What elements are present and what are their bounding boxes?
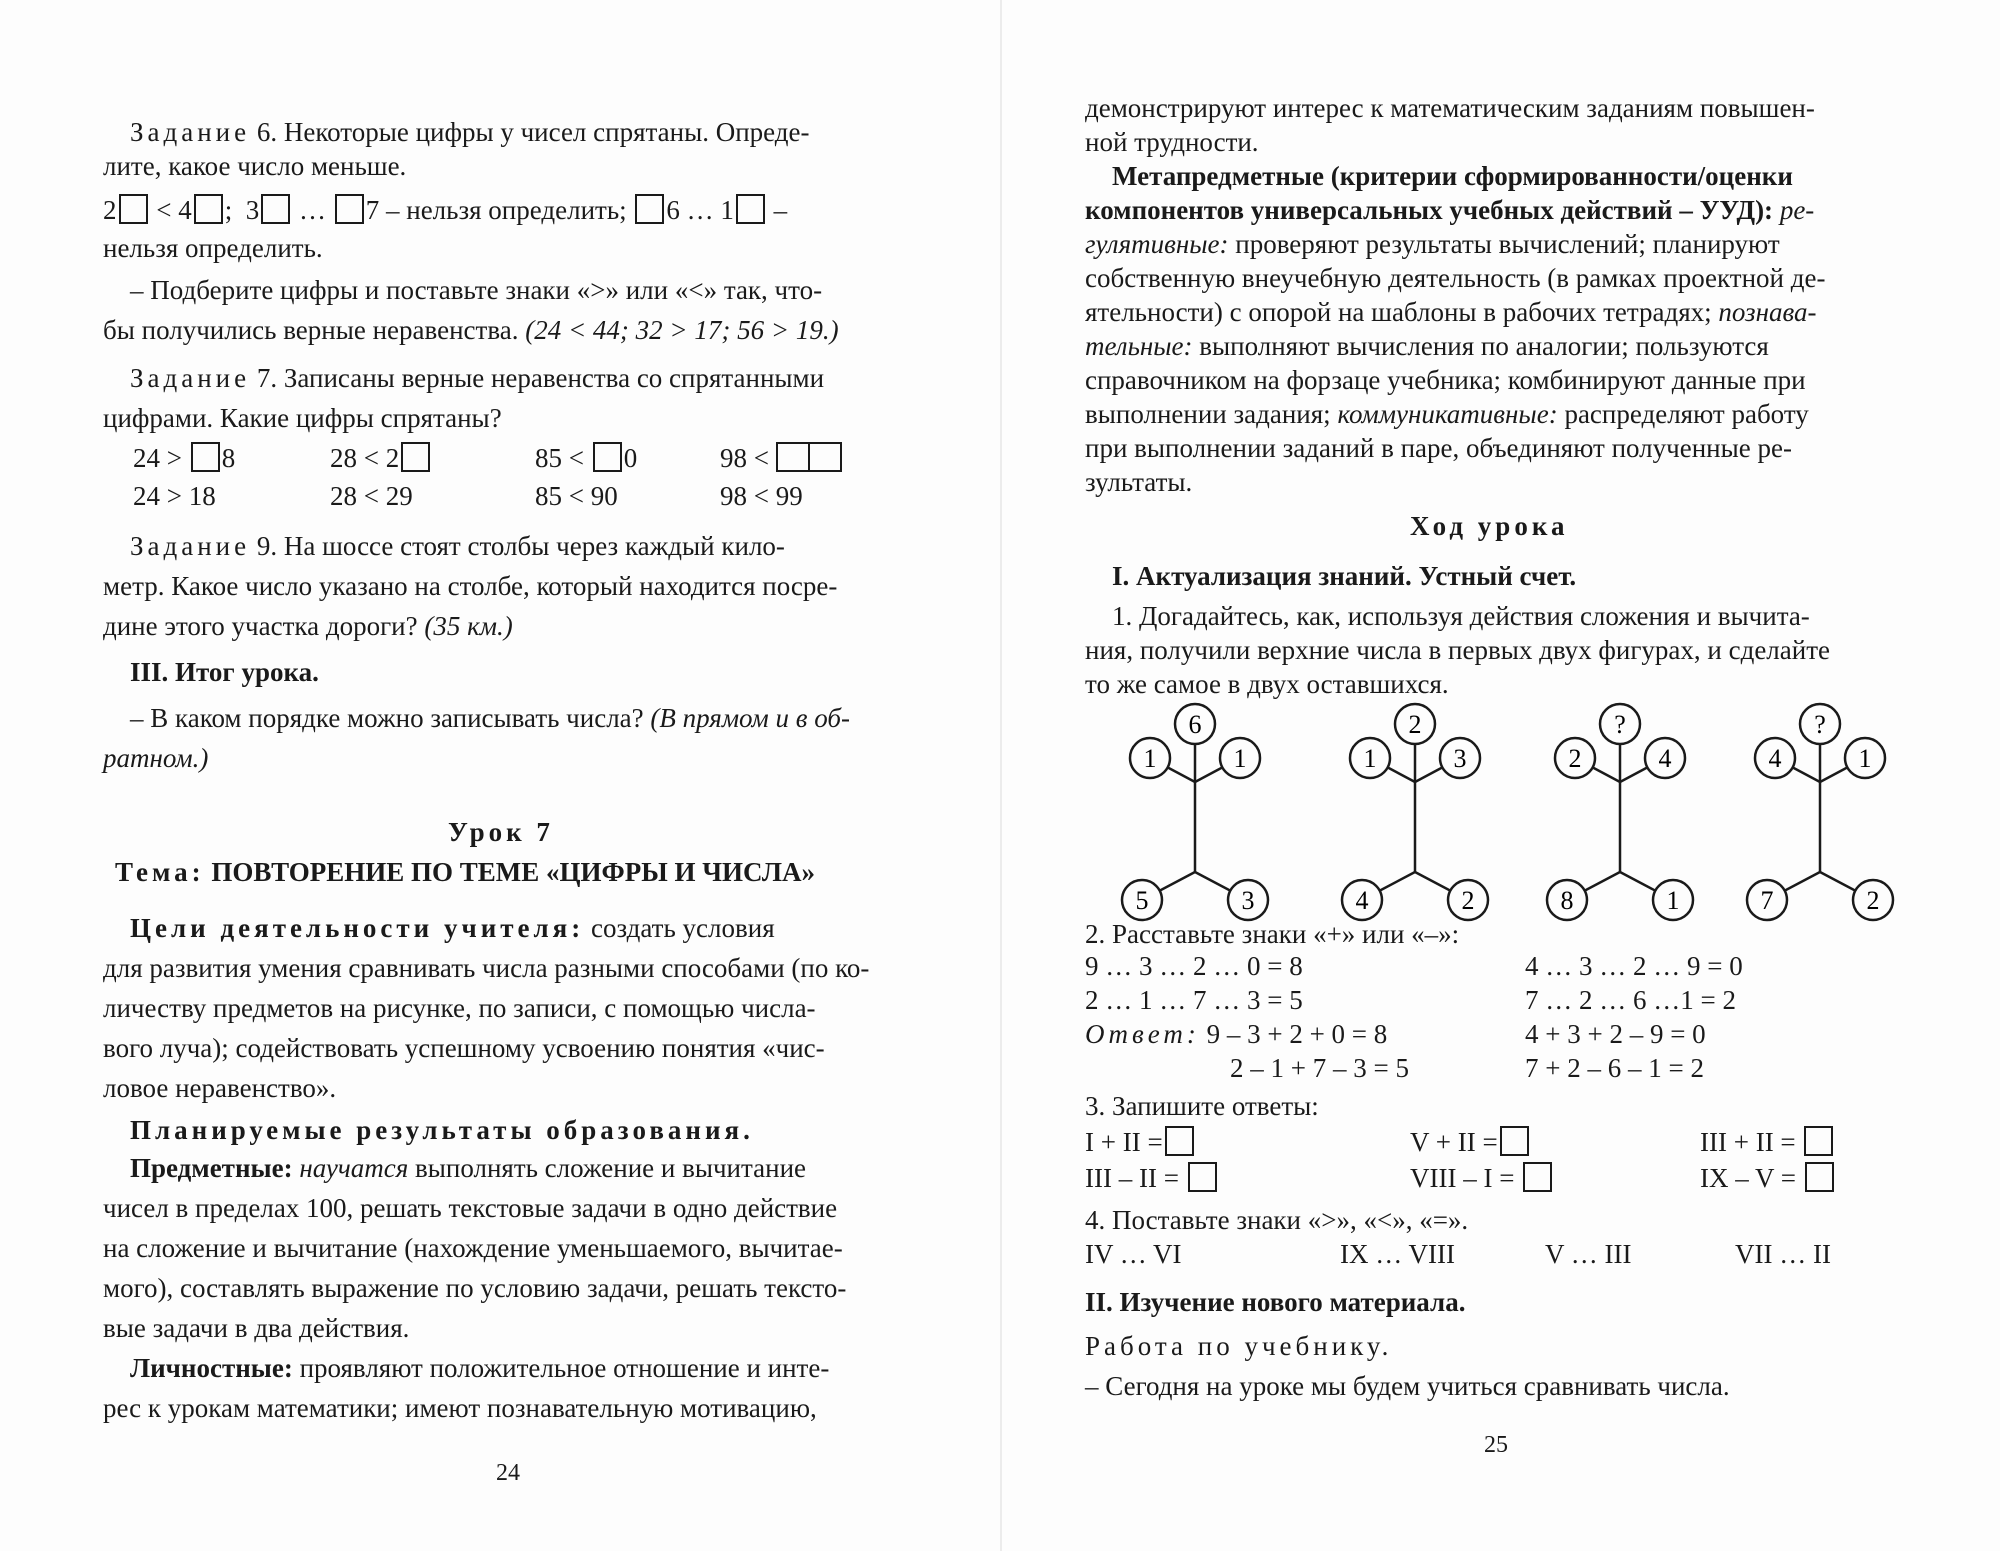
task3-item1: I + II = [1085,1126,1196,1158]
svg-text:4: 4 [1768,744,1782,773]
task4-item1: IV … VI [1085,1239,1182,1269]
svg-text:1: 1 [1363,744,1377,773]
svg-text:6: 6 [1188,710,1202,739]
task9-line1: Задание 9. На шоссе стоят столбы через каждый кило- [130,531,785,561]
answer-right-2: 7 + 2 – 6 – 1 = 2 [1525,1053,1704,1083]
figure-2 [1330,700,1500,930]
svg-text:5: 5 [1135,886,1149,915]
svg-text:8: 8 [1560,886,1574,915]
meta-line8: выполнении задания; коммуникативные: распределяют работу [1085,399,1809,429]
meta-line4: собственную внеучебную деятельность (в рамках проектной де- [1085,263,1826,293]
task9-line2: метр. Какое число указано на столбе, который находится посре- [103,571,838,601]
svg-text:?: ? [1614,710,1626,739]
task6-equations: 2 < 4 ; 3 … 7 – нельзя определить; 6 … 1 – [103,195,788,225]
svg-text:3: 3 [1453,744,1467,773]
task6-question-line2: бы получились верные неравенства. (24 < 44; 32 > 17; 56 > 19.) [103,315,839,345]
figure-3 [1535,700,1705,930]
summary-heading: III. Итог урока. [130,657,319,687]
task1-line2: ния, получили верхние числа в первых двух фигурах, и сделайте [1085,635,1830,665]
task6-line1: Задание 6. Некоторые цифры у чисел спрятаны. Опреде- [130,117,810,147]
task7-row1-item4: 98 < [720,442,842,474]
svg-text:7: 7 [1760,886,1774,915]
task2-left-1: 9 … 3 … 2 … 0 = 8 [1085,951,1303,981]
goals-line3: личеству предметов на рисунке, по записи, с помощью числа- [103,993,816,1023]
right-page [1000,0,2000,1551]
personal-line2: рес к урокам математики; имеют познавательную мотивацию, [103,1393,817,1423]
subject-line2: чисел в пределах 100, решать текстовые задачи в одно действие [103,1193,838,1223]
task1-line1: 1. Догадайтесь, как, используя действия сложения и вычита- [1112,601,1810,631]
task2-intro: 2. Расставьте знаки «+» или «–»: [1085,919,1460,949]
lesson-title: Урок 7 [448,817,554,847]
task3-item3: III + II = [1700,1126,1835,1158]
section2-heading: II. Изучение нового материала. [1085,1287,1466,1317]
svg-text:2: 2 [1866,886,1880,915]
summary-answer-cont: ратном.) [103,743,209,773]
meta-heading-line2: компонентов универсальных учебных действий – УУД): ре- [1085,195,1815,225]
task4-item4: VII … II [1735,1239,1831,1269]
task7-row1-item1: 24 > 8 [133,443,236,473]
task4-item2: IX … VIII [1340,1239,1455,1269]
svg-text:4: 4 [1355,886,1369,915]
task7-row2-item2: 28 < 29 [330,481,413,511]
task7-row1-item3: 85 < 0 [535,443,638,473]
task6-line4: нельзя определить. [103,233,323,263]
work-label: Работа по учебнику. [1085,1331,1393,1361]
svg-text:3: 3 [1241,886,1255,915]
section1-heading: I. Актуализация знаний. Устный счет. [1112,561,1577,591]
task4-item3: V … III [1545,1239,1632,1269]
svg-text:1: 1 [1666,886,1680,915]
task7-row2-item1: 24 > 18 [133,481,216,511]
svg-text:1: 1 [1143,744,1157,773]
page-number-left: 24 [496,1460,520,1486]
figure-1 [1110,700,1280,930]
task7-line2: цифрами. Какие цифры спрятаны? [103,403,502,433]
cont-line1: демонстрируют интерес к математическим заданиям повышен- [1085,93,1815,123]
meta-line5: ятельности) с опорой на шаблоны в рабочих тетрадях; познава- [1085,297,1817,327]
meta-line7: справочником на форзаце учебника; комбинируют данные при [1085,365,1806,395]
task3-item2: V + II = [1410,1126,1531,1158]
subject-line1: Предметные: научатся выполнять сложение и вычитание [130,1153,806,1183]
task3-item6: IX – V = [1700,1162,1836,1194]
answer-line2: 2 – 1 + 7 – 3 = 5 [1230,1053,1409,1083]
task7-row2-item3: 85 < 90 [535,481,618,511]
meta-line3: гулятивные: проверяют результаты вычислений; планируют [1085,229,1780,259]
svg-text:?: ? [1814,710,1826,739]
task7-row1-item2: 28 < 2 [330,442,432,474]
task3-intro: 3. Запишите ответы: [1085,1091,1319,1121]
answer-right-1: 4 + 3 + 2 – 9 = 0 [1525,1019,1706,1049]
subject-line5: вые задачи в два действия. [103,1313,410,1343]
task9-line3: дине этого участка дороги? (35 км.) [103,611,513,641]
task3-item5: VIII – I = [1410,1162,1554,1194]
goals-line2: для развития умения сравнивать числа разными способами (по ко- [103,953,870,983]
task3-item4: III – II = [1085,1162,1219,1194]
answer-line1: Ответ: 9 – 3 + 2 + 0 = 8 [1085,1019,1388,1049]
meta-line6: тельные: выполняют вычисления по аналогии; пользуются [1085,331,1769,361]
task7-row2-item4: 98 < 99 [720,481,803,511]
svg-text:4: 4 [1658,744,1672,773]
svg-text:2: 2 [1568,744,1582,773]
theme-line: Тема: ПОВТОРЕНИЕ ПО ТЕМЕ «ЦИФРЫ И ЧИСЛА» [115,857,815,887]
task2-right-1: 4 … 3 … 2 … 9 = 0 [1525,951,1743,981]
svg-text:2: 2 [1461,886,1475,915]
svg-text:2: 2 [1408,710,1422,739]
lesson-course-heading: Ход урока [1410,511,1569,541]
task1-line3: то же самое в двух оставшихся. [1085,669,1449,699]
task2-left-2: 2 … 1 … 7 … 3 = 5 [1085,985,1303,1015]
meta-heading-line1: Метапредметные (критерии сформированности/оценки [1112,161,1793,191]
task2-right-2: 7 … 2 … 6 …1 = 2 [1525,985,1736,1015]
figure-4 [1735,700,1905,930]
cont-line2: ной трудности. [1085,127,1259,157]
meta-line9: при выполнении заданий в паре, объединяют полученные ре- [1085,433,1792,463]
svg-text:1: 1 [1858,744,1872,773]
today-line: – Сегодня на уроке мы будем учиться сравнивать числа. [1085,1371,1730,1401]
goals-line5: ловое неравенство». [103,1073,337,1103]
svg-text:1: 1 [1233,744,1247,773]
task6-line2: лите, какое число меньше. [103,151,407,181]
task6-question-line1: – Подберите цифры и поставьте знаки «>» или «<» так, что- [130,275,823,305]
subject-line3: на сложение и вычитание (нахождение уменьшаемого, вычитае- [103,1233,843,1263]
meta-line10: зультаты. [1085,467,1193,497]
results-heading: Планируемые результаты образования. [130,1115,754,1145]
page-number-right: 25 [1484,1432,1508,1458]
personal-line1: Личностные: проявляют положительное отношение и инте- [130,1353,830,1383]
task7-line1: Задание 7. Записаны верные неравенства со спрятанными [130,363,825,393]
summary-question: – В каком порядке можно записывать числа? (В прямом и в об- [130,703,850,733]
subject-line4: мого), составлять выражение по условию задачи, решать тексто- [103,1273,847,1303]
goals-line1: Цели деятельности учителя: создать условия [130,913,775,943]
goals-line4: вого луча); содействовать успешному усвоению понятия «чис- [103,1033,825,1063]
task4-intro: 4. Поставьте знаки «>», «<», «=». [1085,1205,1469,1235]
